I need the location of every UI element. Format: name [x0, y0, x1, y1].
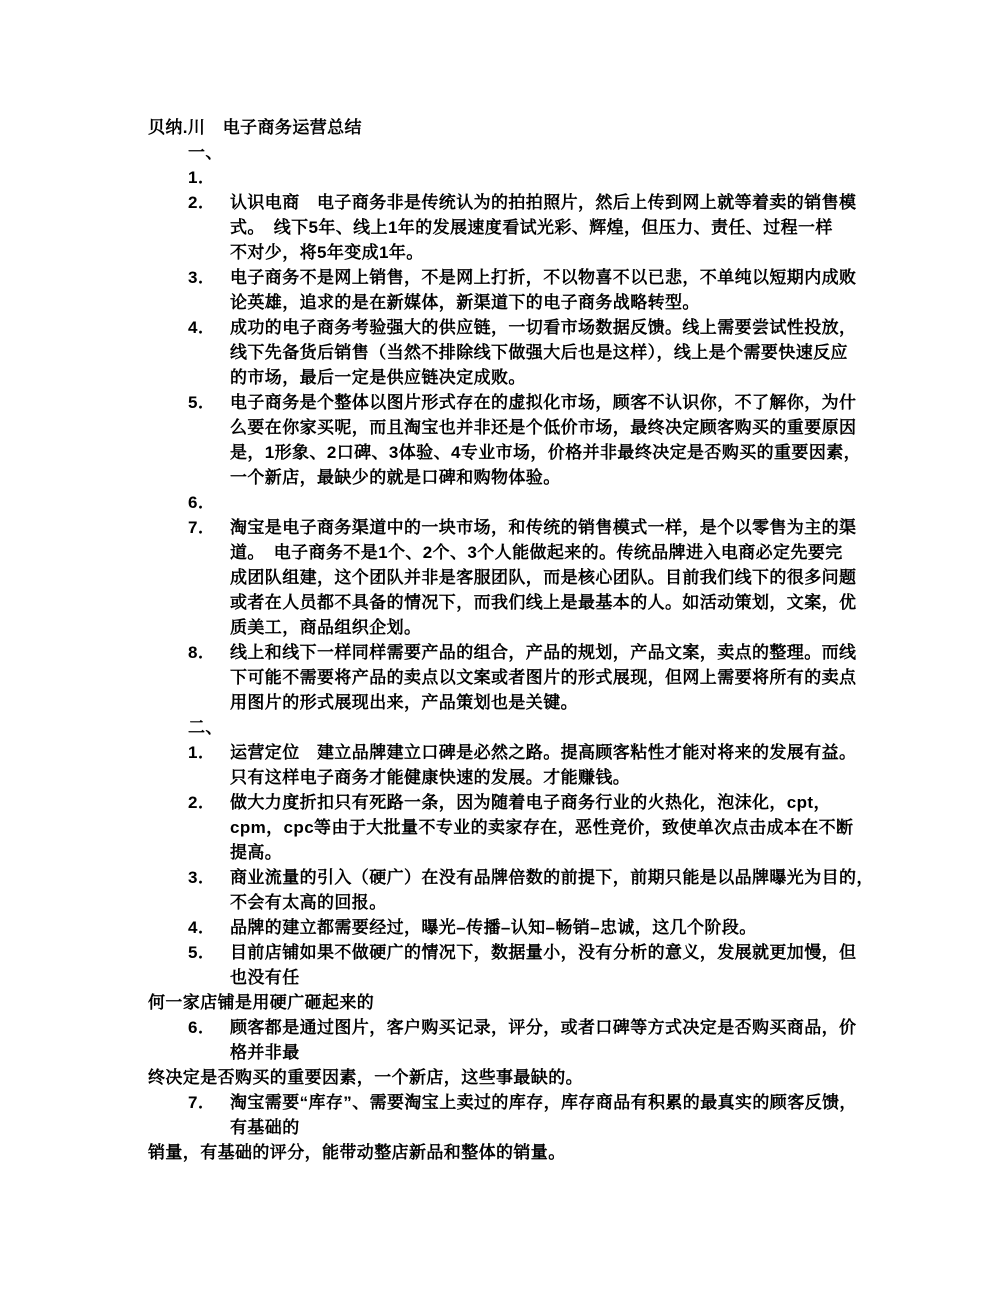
- line-text: 顾客都是通过图片，客户购买记录，评分，或者口碑等方式决定是否购买商品，价: [230, 1018, 857, 1037]
- document-line: 或者在人员都不具备的情况下，而我们线上是最基本的人。如活动策划，文案，优: [230, 593, 857, 612]
- document-line: [148, 940, 1000, 965]
- document-line: 下可能不需要将产品的卖点以文案或者图片的形式展现，但网上需要将所有的卖点: [230, 668, 857, 687]
- document-line: 成团队组建，这个团队并非是客服团队，而是核心团队。目前我们线下的很多问题: [230, 568, 857, 587]
- page-title: 贝纳.川 电子商务运营总结: [148, 118, 362, 137]
- document-line: [148, 515, 1000, 540]
- line-text: 线上和线下一样同样需要产品的组合，产品的规划，产品文案，卖点的整理。而线: [230, 643, 857, 662]
- list-number: 4．: [188, 918, 216, 937]
- document-line: 销量，有基础的评分，能带动整店新品和整体的销量。: [148, 1143, 566, 1162]
- list-number: 2．: [188, 793, 216, 812]
- document-line: [148, 790, 1000, 815]
- list-number: 4．: [188, 318, 216, 337]
- line-text: [230, 165, 1000, 190]
- document-line: 一个新店，最缺少的就是口碑和购物体验。: [230, 468, 561, 487]
- line-text: [230, 140, 1000, 165]
- document-line: [148, 715, 1000, 740]
- line-text: 商业流量的引入（硬广）在没有品牌倍数的前提下，前期只能是以品牌曝光为目的，: [230, 868, 874, 887]
- line-text: 成功的电子商务考验强大的供应链，一切看市场数据反馈。线上需要尝试性投放，: [230, 318, 857, 337]
- document-line: 式。 线下5年、线上1年的发展速度看试光彩、辉煌，但压力、责任、过程一样: [230, 218, 833, 237]
- document-body: [148, 115, 1000, 1165]
- list-number: 1．: [188, 743, 216, 762]
- document-line: [148, 390, 1000, 415]
- document-line: [148, 140, 1000, 165]
- list-number: 8．: [188, 643, 216, 662]
- document-line: 论英雄，追求的是在新媒体，新渠道下的电子商务战略转型。: [230, 293, 700, 312]
- list-number: 一、: [188, 143, 223, 162]
- document-line: [148, 740, 1000, 765]
- list-number: 1．: [188, 168, 216, 187]
- document-line: 不会有太高的回报。: [230, 893, 387, 912]
- document-line: [148, 265, 1000, 290]
- document-line: [148, 1015, 1000, 1040]
- line-text: [230, 715, 1000, 740]
- list-number: 3．: [188, 868, 216, 887]
- document-line: 有基础的: [230, 1118, 300, 1137]
- document-line: cpm，cpc等由于大批量不专业的卖家存在，恶性竞价，致使单次点击成本在不断: [230, 818, 854, 837]
- line-text: 运营定位 建立品牌建立口碑是必然之路。提高顾客粘性才能对将来的发展有益。: [230, 743, 857, 762]
- document-line: 用图片的形式展现出来，产品策划也是关键。: [230, 693, 578, 712]
- document-line: [148, 165, 1000, 190]
- document-line: [148, 1090, 1000, 1115]
- document-line: [148, 315, 1000, 340]
- document-page: [148, 115, 1000, 1165]
- list-number: 7．: [188, 518, 216, 537]
- document-line: 格并非最: [230, 1043, 300, 1062]
- list-number: 6．: [188, 1018, 216, 1037]
- document-line: 的市场，最后一定是供应链决定成败。: [230, 368, 526, 387]
- list-number: 3．: [188, 268, 216, 287]
- document-line: [148, 640, 1000, 665]
- document-line: 道。 电子商务不是1个、2个、3个人能做起来的。传统品牌进入电商必定先要完: [230, 543, 843, 562]
- document-line: 何一家店铺是用硬广砸起来的: [148, 993, 375, 1012]
- document-line: [148, 865, 1000, 890]
- line-text: 电子商务是个整体以图片形式存在的虚拟化市场，顾客不认识你，不了解你，为什: [230, 393, 857, 412]
- document-line: [148, 490, 1000, 515]
- line-text: 认识电商 电子商务非是传统认为的拍拍照片，然后上传到网上就等着卖的销售模: [230, 193, 857, 212]
- line-text: 淘宝需要“库存”、需要淘宝上卖过的库存，库存商品有积累的最真实的顾客反馈，: [230, 1093, 857, 1112]
- list-number: 二、: [188, 718, 223, 737]
- line-text: 淘宝是电子商务渠道中的一块市场，和传统的销售模式一样，是个以零售为主的渠: [230, 518, 857, 537]
- document-line: [148, 915, 1000, 940]
- list-number: 2．: [188, 193, 216, 212]
- line-text: 品牌的建立都需要经过，曝光–传播–认知–畅销–忠诚，这几个阶段。: [230, 918, 757, 937]
- list-number: 7．: [188, 1093, 216, 1112]
- line-text: 电子商务不是网上销售，不是网上打折，不以物喜不以已悲，不单纯以短期内成败: [230, 268, 857, 287]
- document-line: [148, 190, 1000, 215]
- document-line: 不对少，将5年变成1年。: [230, 243, 424, 262]
- line-text: [230, 490, 1000, 515]
- document-line: 也没有任: [230, 968, 300, 987]
- document-line: 质美工，商品组织企划。: [230, 618, 422, 637]
- document-line: 线下先备货后销售（当然不排除线下做强大后也是这样），线上是个需要快速反应: [230, 343, 848, 362]
- document-line: 只有这样电子商务才能健康快速的发展。才能赚钱。: [230, 768, 631, 787]
- line-text: 目前店铺如果不做硬广的情况下，数据量小，没有分析的意义，发展就更加慢，但: [230, 943, 857, 962]
- line-text: 做大力度折扣只有死路一条，因为随着电子商务行业的火热化，泡沫化，cpt，: [230, 793, 831, 812]
- document-line: 终决定是否购买的重要因素，一个新店，这些事最缺的。: [148, 1068, 583, 1087]
- list-number: 5．: [188, 393, 216, 412]
- document-line: 么要在你家买呢，而且淘宝也并非还是个低价市场，最终决定顾客购买的重要原因: [230, 418, 857, 437]
- list-number: 6．: [188, 493, 216, 512]
- document-line: 是，1形象、2口碑、3体验、4专业市场，价格并非最终决定是否购买的重要因素，: [230, 443, 862, 462]
- document-line: 提高。: [230, 843, 283, 862]
- list-number: 5．: [188, 943, 216, 962]
